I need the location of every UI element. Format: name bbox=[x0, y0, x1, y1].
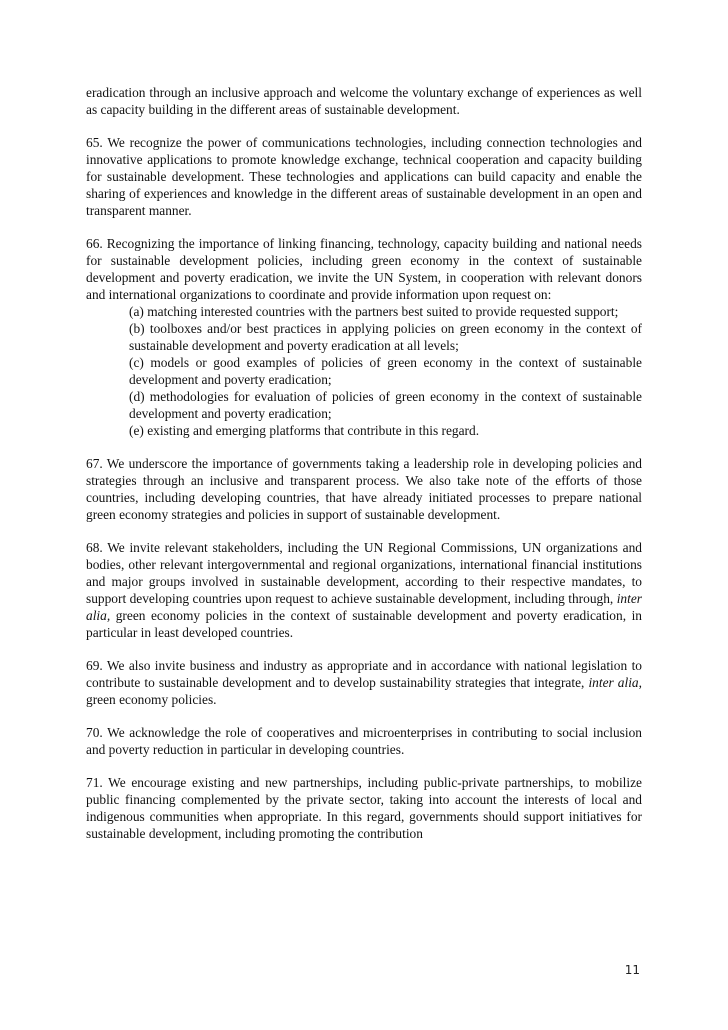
page-number: 11 bbox=[624, 963, 640, 977]
paragraph-69 bbox=[86, 657, 642, 708]
paragraph-70: 70. We acknowledge the role of cooperatives and microenterprises in contributing to social inclusion and poverty reduction in particular in developing countries. bbox=[86, 725, 642, 757]
paragraph-69-latin-term: inter alia bbox=[588, 675, 639, 690]
list-item: (b) toolboxes and/or best practices in applying policies on green economy in the context of sustainable development and poverty eradication at all levels; bbox=[129, 321, 642, 353]
paragraph-66: 66. Recognizing the importance of linking financing, technology, capacity building and national needs for sustainable development policies, including green economy in the context of sustainable development and poverty eradication, we invite the UN System, in cooperation with relevant donors and international organizations to coordinate and provide information upon request on: bbox=[86, 236, 642, 302]
paragraph-69-text-end: , green economy policies. bbox=[86, 675, 642, 707]
document-page bbox=[86, 84, 642, 858]
paragraph-64-continuation: eradication through an inclusive approach and welcome the voluntary exchange of experiences as well as capacity building in the different areas of sustainable development. bbox=[86, 85, 642, 117]
paragraph-68 bbox=[86, 539, 642, 641]
list-item: (c) models or good examples of policies of green economy in the context of sustainable development and poverty eradication; bbox=[129, 355, 642, 387]
paragraph-67: 67. We underscore the importance of governments taking a leadership role in developing policies and strategies through an inclusive and transparent process. We also take note of the efforts of those countries, including developing countries, that have already initiated processes to prepare national green economy strategies and policies in support of sustainable development. bbox=[86, 456, 642, 522]
list-item: (e) existing and emerging platforms that contribute in this regard. bbox=[129, 423, 480, 438]
paragraph-68-text-start: 68. We invite relevant stakeholders, including the UN Regional Commissions, UN organizations and bodies, other relevant intergovernmental and regional organizations, international financial institutions and major groups involved in sustainable development, according to their respective mandates, to support developing countries upon request to achieve sustainable development, including through, bbox=[86, 540, 642, 606]
list-item: (a) matching interested countries with the partners best suited to provide requested support; bbox=[129, 304, 619, 319]
paragraph-68-text-end: green economy policies in the context of sustainable development and poverty eradication, in particular in least developed countries. bbox=[86, 608, 642, 640]
paragraph-68-latin-term: inter alia, bbox=[86, 591, 642, 623]
paragraph-66-list bbox=[129, 303, 642, 439]
list-item: (d) methodologies for evaluation of policies of green economy in the context of sustainable development and poverty eradication; bbox=[129, 389, 642, 421]
paragraph-69-text-start: 69. We also invite business and industry as appropriate and in accordance with national legislation to contribute to sustainable development and to develop sustainability strategies that integrate, bbox=[86, 658, 642, 690]
paragraph-65: 65. We recognize the power of communications technologies, including connection technologies and innovative applications to promote knowledge exchange, technical cooperation and capacity building for sustainable development. These technologies and applications can build capacity and enable the sharing of experiences and knowledge in the different areas of sustainable development in an open and transparent manner. bbox=[86, 135, 642, 218]
paragraph-71: 71. We encourage existing and new partnerships, including public-private partnerships, to mobilize public financing complemented by the private sector, taking into account the interests of local and indigenous communities when appropriate. In this regard, governments should support initiatives for sustainable development, including promoting the contribution bbox=[86, 775, 642, 841]
